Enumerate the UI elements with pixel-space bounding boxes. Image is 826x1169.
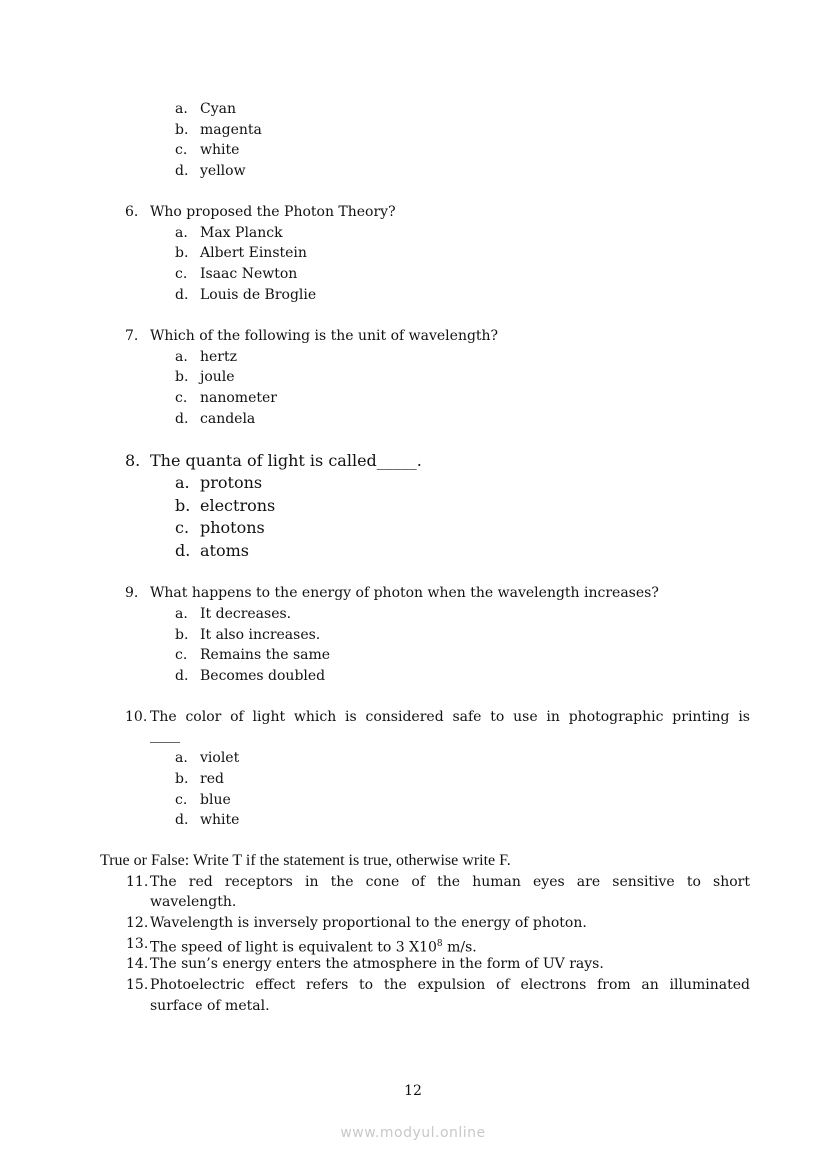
statement-number: 15. — [126, 977, 149, 993]
option-text: Albert Einstein — [200, 245, 307, 261]
option-letter: d. — [175, 812, 189, 828]
option-text: white — [200, 812, 240, 828]
statement-text: Photoelectric effect refers to the expulsion of electrons from an illuminated — [150, 977, 750, 993]
option-text: Cyan — [200, 101, 236, 117]
statement-text: The red receptors in the cone of the human eyes are sensitive to short — [150, 874, 750, 890]
option-letter: a. — [175, 225, 188, 241]
exponent: 8 — [436, 939, 443, 949]
option-text: protons — [200, 473, 263, 492]
option-text: magenta — [200, 122, 262, 138]
option-letter: b. — [175, 369, 189, 385]
statement-number: 14. — [126, 956, 149, 972]
question-number: 8. — [125, 451, 141, 470]
option-text: electrons — [200, 496, 276, 515]
option-letter: d. — [175, 541, 191, 560]
option-letter: a. — [175, 349, 188, 365]
option-letter: c. — [175, 792, 188, 808]
section-instruction: True or False: Write T if the statement is true, otherwise write F. — [100, 852, 511, 869]
option-letter: a. — [175, 750, 188, 766]
option-letter: d. — [175, 411, 189, 427]
option-letter: d. — [175, 287, 189, 303]
answer-blank-q10 — [150, 742, 180, 743]
option-letter: c. — [175, 266, 188, 282]
option-text: atoms — [200, 541, 249, 560]
option-letter: b. — [175, 496, 191, 515]
option-text: white — [200, 142, 240, 158]
statement-text: The sun’s energy enters the atmosphere in the form of UV rays. — [150, 956, 604, 972]
option-letter: c. — [175, 390, 188, 406]
option-text: nanometer — [200, 390, 277, 406]
option-text: red — [200, 771, 224, 787]
option-text: It decreases. — [200, 606, 292, 622]
option-text: yellow — [200, 163, 246, 179]
statement-number: 11. — [126, 874, 149, 890]
question-number: 10. — [125, 709, 148, 725]
option-text: blue — [200, 792, 231, 808]
option-letter: a. — [175, 473, 190, 492]
option-letter: c. — [175, 647, 188, 663]
option-letter: a. — [175, 101, 188, 117]
statement-text-continued: wavelength. — [150, 894, 237, 910]
statement-text-unit: m/s. — [442, 939, 477, 956]
option-text: violet — [200, 750, 240, 766]
option-text: photons — [200, 518, 265, 537]
option-text: It also increases. — [200, 627, 321, 643]
option-letter: b. — [175, 627, 189, 643]
question-text: Which of the following is the unit of wavelength? — [150, 328, 499, 344]
statement-text — [150, 935, 477, 957]
question-text: Who proposed the Photon Theory? — [150, 204, 396, 220]
option-text: Isaac Newton — [200, 266, 298, 282]
question-number: 7. — [125, 328, 139, 344]
statement-text-continued: surface of metal. — [150, 998, 270, 1014]
option-letter: b. — [175, 122, 189, 138]
statement-text: Wavelength is inversely proportional to the energy of photon. — [150, 915, 587, 931]
statement-number: 13. — [126, 936, 149, 952]
question-text: The quanta of light is called_____. — [150, 451, 422, 470]
option-text: Louis de Broglie — [200, 287, 317, 303]
question-number: 9. — [125, 585, 139, 601]
page-number: 12 — [404, 1083, 422, 1099]
option-text: hertz — [200, 349, 237, 365]
option-letter: b. — [175, 771, 189, 787]
statement-text-main: The speed of light is equivalent to 3 X10 — [150, 939, 437, 956]
question-text: What happens to the energy of photon when the wavelength increases? — [150, 585, 659, 601]
option-text: Becomes doubled — [200, 668, 326, 684]
option-letter: d. — [175, 163, 189, 179]
option-text: Remains the same — [200, 647, 331, 663]
question-number: 6. — [125, 204, 139, 220]
option-letter: a. — [175, 606, 188, 622]
question-text: The color of light which is considered safe to use in photographic printing is — [150, 709, 750, 725]
option-letter: c. — [175, 142, 188, 158]
option-text: Max Planck — [200, 225, 283, 241]
statement-number: 12. — [126, 915, 149, 931]
option-letter: d. — [175, 668, 189, 684]
option-text: joule — [200, 369, 235, 385]
watermark: www.modyul.online — [340, 1125, 486, 1141]
option-letter: b. — [175, 245, 189, 261]
option-letter: c. — [175, 518, 190, 537]
option-text: candela — [200, 411, 256, 427]
